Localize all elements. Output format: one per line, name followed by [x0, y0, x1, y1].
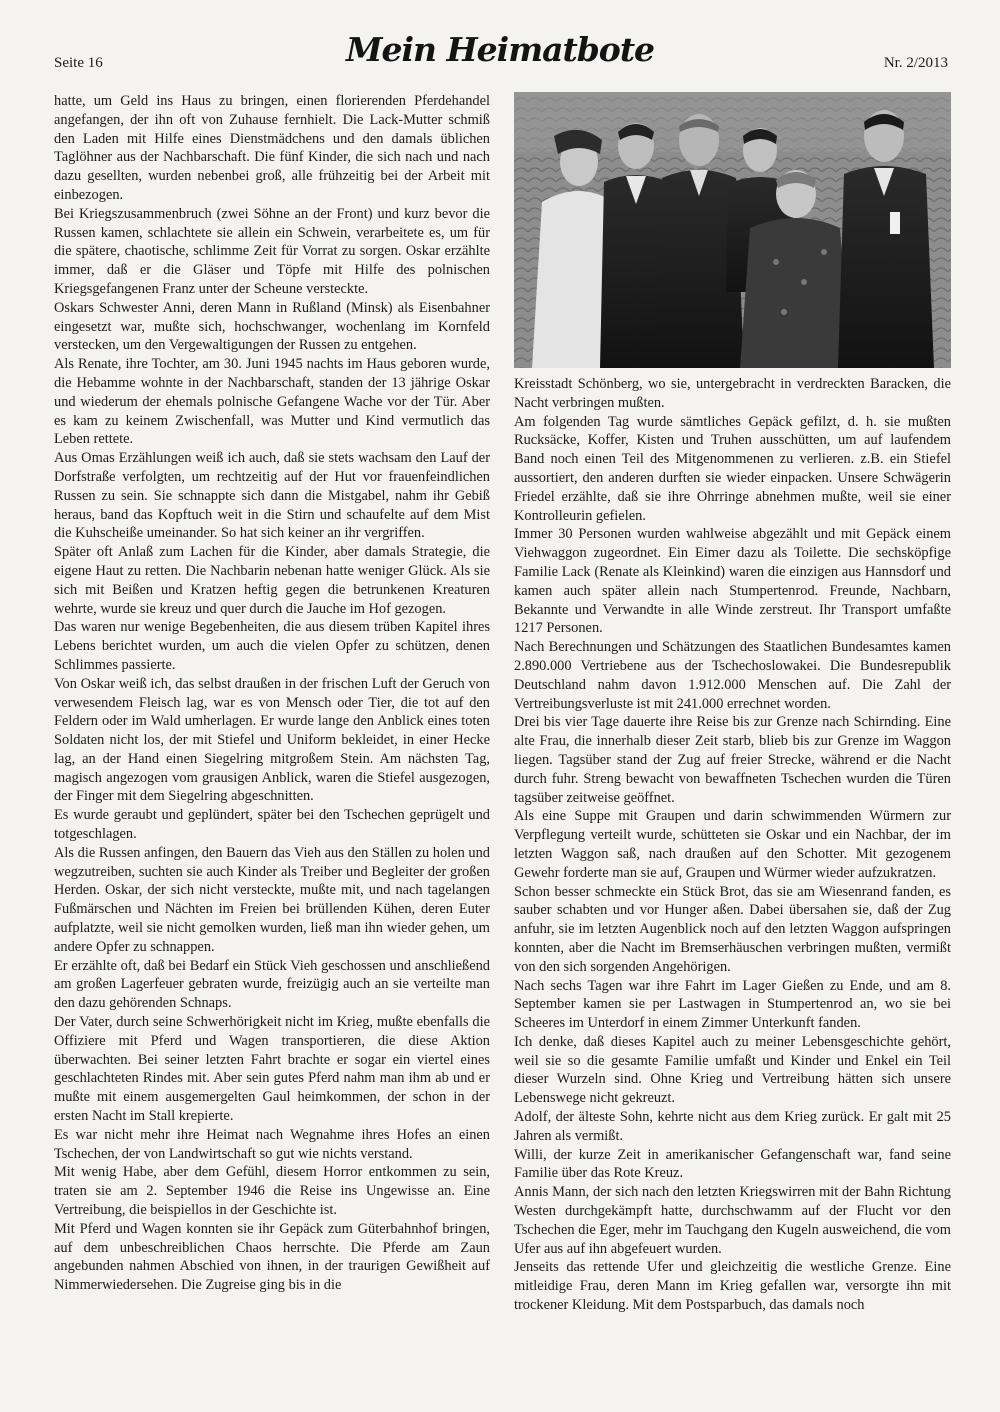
paragraph: Immer 30 Personen wurden wahlweise abgezählt und mit Gepäck einem Viehwaggon zugeordnet. Ein Eimer dazu als Toilette. Die sechsköpfige Familie Lack (Renate als Kleinkind) waren die einzigen aus Hannsdorf und kamen auch später allein nach Stumpertenrod. Freunde, Nachbarn, Bekannte und Verwandte in alle Winde zerstreut. Ihr Transport umfaßte 1217 Personen. [514, 526, 951, 637]
paragraph: Annis Mann, der sich nach den letzten Kriegswirren mit der Bahn Richtung Westen durchgekämpft hatte, durchschwamm auf der Flucht vor den Tschechen die Eger, mehr im Tauchgang den Kugeln ausweichend, die vom Ufer aus auf ihn abgefeuert wurden. [514, 1184, 951, 1257]
family-photo [514, 92, 951, 368]
left-column [54, 92, 490, 1295]
page-number: Seite 16 [54, 55, 103, 71]
paragraph: Als eine Suppe mit Graupen und darin schwimmenden Würmern zur Verpflegung verteilt wurde, schütteten sie Oskar und ein Nachbar, der im letzten Waggon saß, nach draußen auf den Schotter. Mit gezogenem Gewehr forderte man sie auf, Graupen und Würmer wieder aufzukratzen. [514, 808, 951, 881]
paragraph: Es wurde geraubt und geplündert, später bei den Tschechen geprügelt und totgeschlagen. [54, 807, 490, 843]
paragraph: Aus Omas Erzählungen weiß ich auch, daß sie stets wachsam den Lauf der Dorfstraße verfolgten, um rechtzeitig auf der Hut vor frauenfeindlichen Russen zu sein. Sie schnappte sich dann die Mistgabel, nahm ihr Gebiß heraus, band das Kopftuch weit in die Stirn und schaufelte auf dem Mist die Kuhscheiße umeinander. So hat sich keiner an ihr vergriffen. [54, 450, 490, 542]
paragraph: Adolf, der älteste Sohn, kehrte nicht aus dem Krieg zurück. Er galt mit 25 Jahren als vermißt. [514, 1109, 951, 1144]
paragraph: Er erzählte oft, daß bei Bedarf ein Stück Vieh geschossen und anschließend am großen Lagerfeuer gebraten wurde, freizügig auch an sie verteilte man den dazu gehörenden Schnaps. [54, 957, 490, 1012]
family-photo-icon [514, 92, 951, 368]
paragraph: hatte, um Geld ins Haus zu bringen, einen florierenden Pferdehandel angefangen, der ihn oft von Zuhause fernhielt. Die Lack-Mutter schmiß den Laden mit Hilfe eines Dienstmädchens und den damals üblichen Taglöhner aus der Nachbarschaft. Die fünf Kinder, die sich nach und nach dazu gesellten, wurden nebenbei groß, alle frühzeitig bei der Arbeit mit einbezogen. [54, 93, 490, 203]
paragraph: Oskars Schwester Anni, deren Mann in Rußland (Minsk) als Eisenbahner eingesetzt war, mußte sich, hochschwanger, wochenlang im Kornfeld verstecken, um den Vergewaltigungen der Russen zu entgehen. [54, 299, 490, 354]
paragraph: Jenseits das rettende Ufer und gleichzeitig die westliche Grenze. Eine mitleidige Frau, deren Mann im Krieg gefallen war, versorgte ihn mit trockener Kleidung. Mit dem Postsparbuch, das damals noch [514, 1259, 951, 1314]
paragraph: Das waren nur wenige Begebenheiten, die aus diesem trüben Kapitel ihres Lebens berichtet wurden, um auch die vielen Opfer zu schützen, denen Schlimmes passierte. [54, 619, 490, 673]
paragraph: Schon besser schmeckte ein Stück Brot, das sie am Wiesenrand fanden, es sauber schabten und vor Hunger aßen. Dabei übersahen sie, daß der Zug anfuhr, sie im letzten Augenblick noch auf den letzten Waggon aufspringen konnten, aber die Nacht im Bremserhäuschen verbringen mußten, vermißt von den sich sorgenden Angehörigen. [514, 883, 951, 975]
paragraph: Als die Russen anfingen, den Bauern das Vieh aus den Ställen zu holen und wegzutreiben, suchten sie auch Kinder als Treiber und Begleiter der großen Herden. Oskar, der sich nicht versteckte, mußte mit, und nach tagelangen Fußmärschen und Nächten im Freien bei brüllenden Kühen, deren Euter aufplatzte, weil sie nicht gemolken wurden, ließ man ihn wieder gehen, um andere Opfer zu schnappen. [54, 844, 490, 955]
paragraph: Mit Pferd und Wagen konnten sie ihr Gepäck zum Güterbahnhof bringen, auf dem unbeschreiblichen Chaos herrschte. Die Pferde am Zaun angebunden nahmen Abschied von ihnen, in der traurigen Gewißheit auf Nimmerwiedersehen. Die Zugreise ging bis in die [54, 1220, 490, 1294]
paragraph: Drei bis vier Tage dauerte ihre Reise bis zur Grenze nach Schirnding. Eine alte Frau, die innerhalb dieser Zeit starb, blieb bis zur Grenze im Waggon liegen. Tagsüber stand der Zug auf freier Strecke, während er die Nacht durch fuhr. Streng bewacht von bewaffneten Tschechen wurden die Türen tagsüber zeitweise geöffnet. [514, 714, 951, 806]
paragraph: Kreisstadt Schönberg, wo sie, untergebracht in verdreckten Baracken, die Nacht verbringen mußten. [514, 376, 951, 411]
paragraph: Willi, der kurze Zeit in amerikanischer Gefangenschaft war, fand seine Familie über das Rote Kreuz. [514, 1146, 951, 1182]
paragraph: Ich denke, daß dieses Kapitel auch zu meiner Lebensgeschichte gehört, weil sie so die gesamte Familie umfaßt und Kinder und Enkel ein Teil dieser Wurzeln sind. Ohne Krieg und Vertreibung hätten sich unsere Lebenswege nicht gekreuzt. [514, 1033, 951, 1107]
paragraph: Bei Kriegszusammenbruch (zwei Söhne an der Front) und kurz bevor die Russen kamen, schlachtete sie allein ein Schwein, verarbeitete es, um für die spätere, chaotische, schlimme Zeit für Vorrat zu sorgen. Oskar erzählte immer, daß er die Gläser und Töpfe mit Hilfe des polnischen Kriegsgefangenen Franz unter der Scheune versteckte. [54, 205, 490, 297]
paragraph: Nach sechs Tagen war ihre Fahrt im Lager Gießen zu Ende, und am 8. September kamen sie per Lastwagen in Stumpertenrod an, wo sie bei Scheeres im Unterdorf in einem Zimmer Unterkunft fanden. [514, 977, 951, 1032]
paragraph: Von Oskar weiß ich, das selbst draußen in der frischen Luft der Geruch von verwesendem Fleisch lag, war es von Mensch oder Tier, die tot auf den Feldern oder im Wald umherlagen. Er wurde lange den Anblick eines toten Soldaten nicht los, der mit Stiefel und Uniform bekleidet, in einer Hecke lag, an der Hand einen Siegelring mitgroßem Stein. Am nächsten Tag, magisch angezogen vom grausigen Anblick, waren die Stiefel ausgezogen, der Finger mit dem Siegelring abgeschnitten. [54, 675, 490, 805]
issue-number: Nr. 2/2013 [883, 55, 948, 71]
right-column [514, 375, 951, 1315]
paragraph: Der Vater, durch seine Schwerhörigkeit nicht im Krieg, mußte ebenfalls die Offiziere mit Pferd und Wagen transportieren, die diese Aktion überwachten. Bei seiner letzten Fahrt brachte er sogar ein viertel eines geschlachteten Rindes mit. Aber sein gutes Pferd nahm man ihm ab und er mußte mit einem ausgemergelten Gaul heimkommen, der schon in der ersten Nacht im Stall krepierte. [54, 1014, 490, 1125]
paragraph: Nach Berechnungen und Schätzungen des Staatlichen Bundesamtes kamen 2.890.000 Vertriebene aus der Tschechoslowakei. Die Bundesrepublik Deutschland nahm davon 1.912.000 Menschen auf. Die Zahl der Vertreibungsverluste ist mit 241.000 errechnet worden. [514, 639, 951, 712]
paragraph: Es war nicht mehr ihre Heimat nach Wegnahme ihres Hofes an einen Tschechen, der von Landwirtschaft so gut wie nichts verstand. [54, 1126, 490, 1162]
paragraph: Am folgenden Tag wurde sämtliches Gepäck gefilzt, d. h. sie mußten Rucksäcke, Koffer, Kisten und Truhen ausschütten, um auf laufendem Band noch einen Teil des Mitgenommenen zu verlieren. z.B. ein Stiefel aussortiert, den anderen durften sie wieder einpacken. Unsere Schwägerin Friedel erzählte, daß sie ihre Ohrringe abnehmen mußte, weil sie einer Kontrolleurin gefielen. [514, 413, 951, 524]
masthead-title: Mein Heimatbote [345, 30, 655, 69]
paragraph: Mit wenig Habe, aber dem Gefühl, diesem Horror entkommen zu sein, traten sie am 2. September 1946 die Reise ins Ungewisse an. Eine Vertreibung, die beispiellos in der Geschichte ist. [54, 1164, 490, 1219]
page-header [0, 0, 1000, 80]
paragraph: Als Renate, ihre Tochter, am 30. Juni 1945 nachts im Haus geboren wurde, die Hebamme wohnte in der Nachbarschaft, standen der 13 jährige Oskar und wiederum der ehemals polnische Gefangene Wache vor der Tür. Aber es kam zu keinem Zwischenfall, was Mutter und Kind vermutlich das Leben rettete. [54, 356, 490, 448]
paragraph: Später oft Anlaß zum Lachen für die Kinder, aber damals Strategie, die eigene Haut zu retten. Die Nachbarin nebenan hatte weniger Glück. Als sie sich mit Beißen und Kratzen heftig gegen die betrunkenen Kreaturen wehrte, wurde sie kreuz und quer durch die Jauche im Hof gezogen. [54, 544, 490, 617]
